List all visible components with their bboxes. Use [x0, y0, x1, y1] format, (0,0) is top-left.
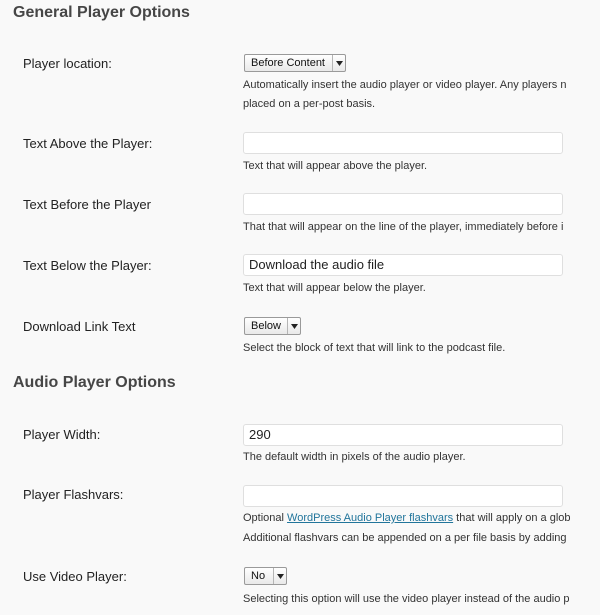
use-video-player-selected-value: No	[251, 570, 266, 582]
download-link-text-description: Select the block of text that will link to the podcast file.	[243, 342, 506, 354]
text-before-player-label: Text Before the Player	[23, 197, 151, 212]
player-flashvars-input[interactable]	[243, 485, 563, 507]
audio-player-options-heading: Audio Player Options	[13, 374, 176, 391]
text-below-player-label: Text Below the Player:	[23, 258, 152, 273]
player-width-description: The default width in pixels of the audio player.	[243, 451, 466, 463]
text-below-player-input[interactable]: Download the audio file	[243, 254, 563, 276]
download-link-text-select[interactable]	[244, 317, 301, 335]
wordpress-audio-player-flashvars-link[interactable]: WordPress Audio Player flashvars	[287, 512, 454, 524]
text-below-player-description: Text that will appear below the player.	[243, 282, 426, 294]
player-location-select[interactable]	[244, 54, 346, 72]
text-before-player-description: That that will appear on the line of the player, immediately before i	[243, 221, 564, 233]
player-flashvars-label: Player Flashvars:	[23, 487, 124, 502]
player-location-description-line2: placed on a per-post basis.	[243, 98, 376, 110]
player-location-selected-value: Before Content	[251, 57, 325, 69]
download-link-selected-value: Below	[251, 320, 281, 332]
player-width-input[interactable]: 290	[243, 424, 563, 446]
text-above-player-input[interactable]	[243, 132, 563, 154]
player-flashvars-description-line2: Additional flashvars can be appended on a per file basis by adding	[243, 532, 567, 544]
download-link-text-label: Download Link Text	[23, 319, 136, 334]
general-player-options-heading: General Player Options	[13, 4, 190, 21]
use-video-player-select[interactable]	[244, 567, 287, 585]
flashvars-description-suffix: that will apply on a glob	[453, 512, 571, 524]
text-before-player-input[interactable]	[243, 193, 563, 215]
chevron-down-icon	[332, 55, 345, 71]
text-above-player-label: Text Above the Player:	[23, 136, 153, 151]
player-width-label: Player Width:	[23, 427, 101, 442]
use-video-player-description: Selecting this option will use the video player instead of the audio p	[243, 593, 570, 605]
flashvars-description-prefix: Optional	[243, 512, 288, 524]
chevron-down-icon	[287, 318, 300, 334]
player-flashvars-description-line1	[243, 512, 571, 524]
player-location-label: Player location:	[23, 56, 112, 71]
player-location-description-line1: Automatically insert the audio player or video player. Any players n	[243, 79, 567, 91]
text-above-player-description: Text that will appear above the player.	[243, 160, 428, 172]
use-video-player-label: Use Video Player:	[23, 569, 127, 584]
chevron-down-icon	[273, 568, 286, 584]
